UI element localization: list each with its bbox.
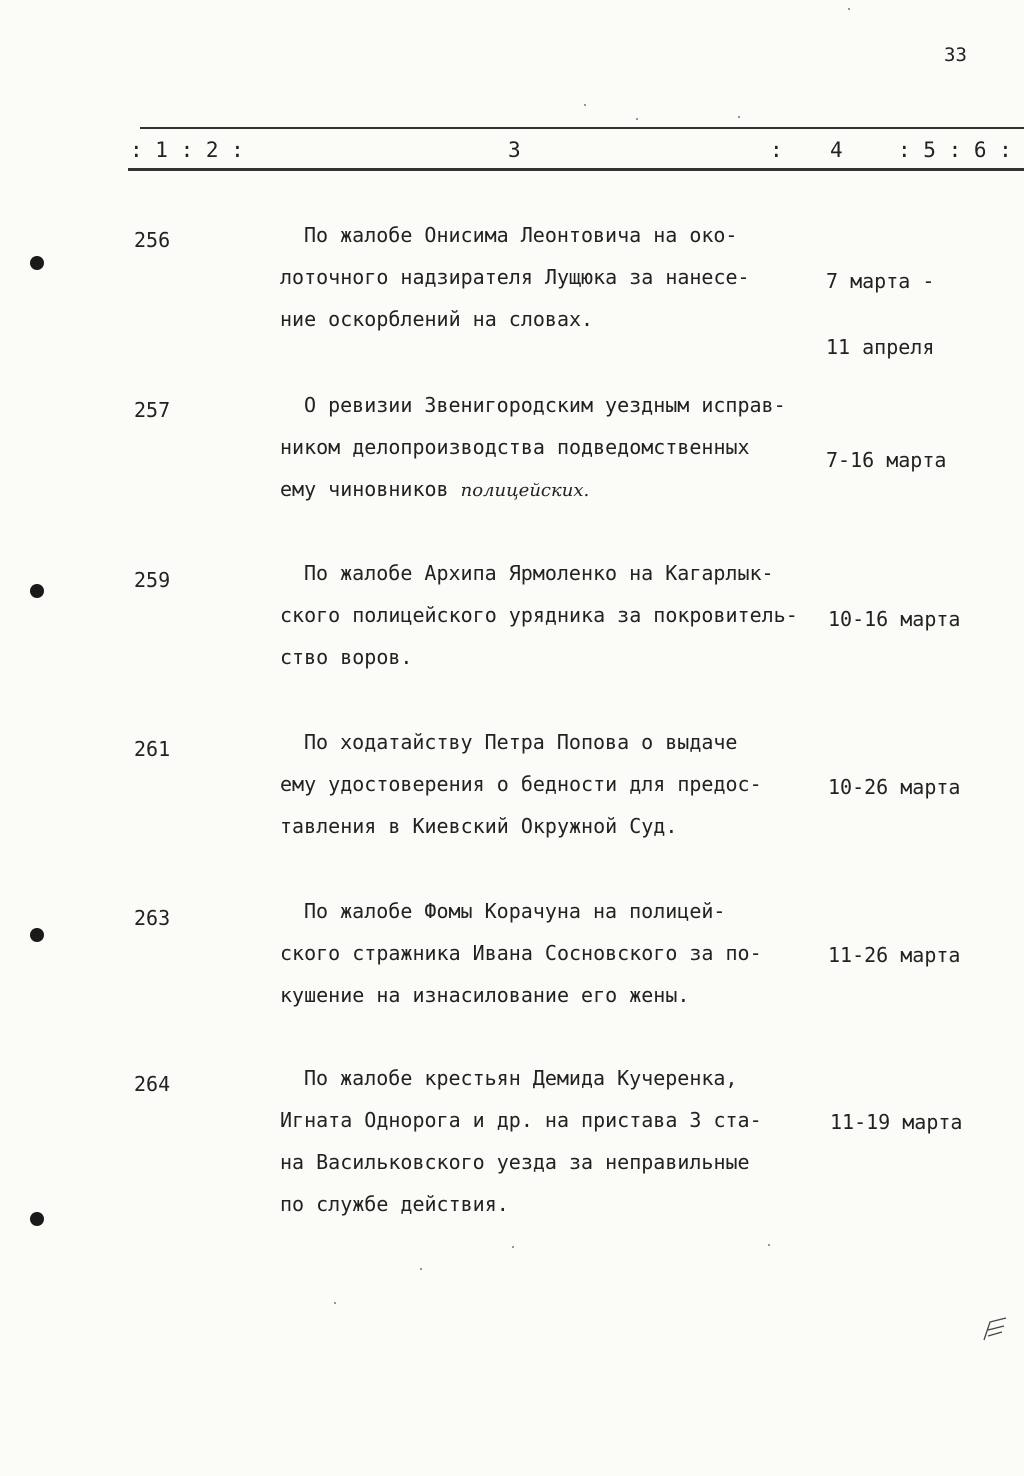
entry-date	[828, 564, 960, 652]
punch-hole-icon	[30, 1212, 44, 1226]
pencil-mark-icon	[980, 1316, 1010, 1342]
column-header-5-6: : 5 : 6 :	[898, 138, 1012, 162]
entry-text-line: О ревизии Звенигородским уездным исправ-	[304, 393, 786, 417]
scan-speck	[636, 118, 638, 120]
entry-date	[826, 405, 946, 493]
entry-text-line: По жалобе Онисима Леонтовича на око-	[304, 223, 738, 247]
scan-speck	[738, 116, 740, 118]
entry-date-line: 11-19 марта	[830, 1110, 963, 1134]
entry-date	[826, 226, 934, 380]
entry-text-line: Игната Однорога и др. на пристава 3 ста-	[280, 1108, 762, 1132]
entry-number: 261	[134, 737, 171, 761]
punch-hole-icon	[30, 928, 44, 942]
entry-text-line: ского полицейского урядника за покровитель-	[280, 603, 798, 627]
scan-speck	[334, 1302, 336, 1304]
entry-text-line: ником делопроизводства подведомственных	[280, 435, 750, 459]
entry-date-line: 10-16 марта	[828, 607, 961, 631]
entry-date-line: 11-26 марта	[828, 943, 961, 967]
entry-text-line: кушение на изнасилование его жены.	[280, 983, 690, 1007]
column-header-1-2: : 1 : 2 :	[130, 138, 244, 162]
entry-text-line: По жалобе Фомы Корачуна на полицей-	[304, 899, 726, 923]
entry-date-line: 11 апреля	[826, 335, 935, 359]
entry-text-line: По ходатайству Петра Попова о выдаче	[304, 730, 738, 754]
entry-text-line: По жалобе Архипа Ярмоленко на Кагарлык-	[304, 561, 774, 585]
scan-speck	[848, 8, 850, 10]
entry-text-line: ему чиновников	[280, 477, 449, 501]
punch-hole-icon	[30, 584, 44, 598]
column-header-4: 4	[830, 138, 843, 162]
entry-text	[280, 552, 810, 678]
entry-text-line: ему удостоверения о бедности для предос-	[280, 772, 762, 796]
entry-text-line: ство воров.	[280, 645, 413, 669]
entry-text-line: лоточного надзирателя Лущюка за нанесе-	[280, 265, 750, 289]
scan-speck	[768, 1244, 770, 1246]
entry-date	[828, 900, 960, 988]
entry-number: 259	[134, 568, 171, 592]
entry-number: 256	[134, 228, 171, 252]
entry-text	[280, 890, 810, 1016]
scan-speck	[584, 104, 586, 106]
entry-date	[830, 1067, 962, 1155]
handwritten-annotation: полицейских.	[460, 480, 590, 501]
entry-date-line: 10-26 марта	[828, 775, 961, 799]
column-header-3: 3	[508, 138, 521, 162]
entry-number: 257	[134, 398, 171, 422]
scan-speck	[512, 1246, 514, 1248]
entry-date-line: 7-16 марта	[826, 448, 947, 472]
entry-text-line: ского стражника Ивана Сосновского за по-	[280, 941, 762, 965]
entry-number: 263	[134, 906, 171, 930]
entry-number: 264	[134, 1072, 171, 1096]
column-header-4-separator: :	[770, 138, 783, 162]
entry-text	[280, 214, 810, 340]
entry-date-line: 7 марта -	[826, 269, 935, 293]
header-rule-bottom	[128, 168, 1024, 171]
entry-text-line: По жалобе крестьян Демида Кучеренка,	[304, 1066, 738, 1090]
scan-speck	[420, 1268, 422, 1270]
punch-hole-icon	[30, 256, 44, 270]
header-rule-top	[140, 127, 1024, 129]
entry-date	[828, 732, 960, 820]
entry-text	[280, 1057, 810, 1225]
entry-text-line: по службе действия.	[280, 1192, 509, 1216]
entry-text-line: ние оскорблений на словах.	[280, 307, 594, 331]
entry-text	[280, 384, 810, 512]
entry-text	[280, 721, 810, 847]
page-number: 33	[944, 44, 967, 66]
entry-text-line: тавления в Киевский Окружной Суд.	[280, 814, 678, 838]
entry-text-line: на Васильковского уезда за неправильные	[280, 1150, 750, 1174]
